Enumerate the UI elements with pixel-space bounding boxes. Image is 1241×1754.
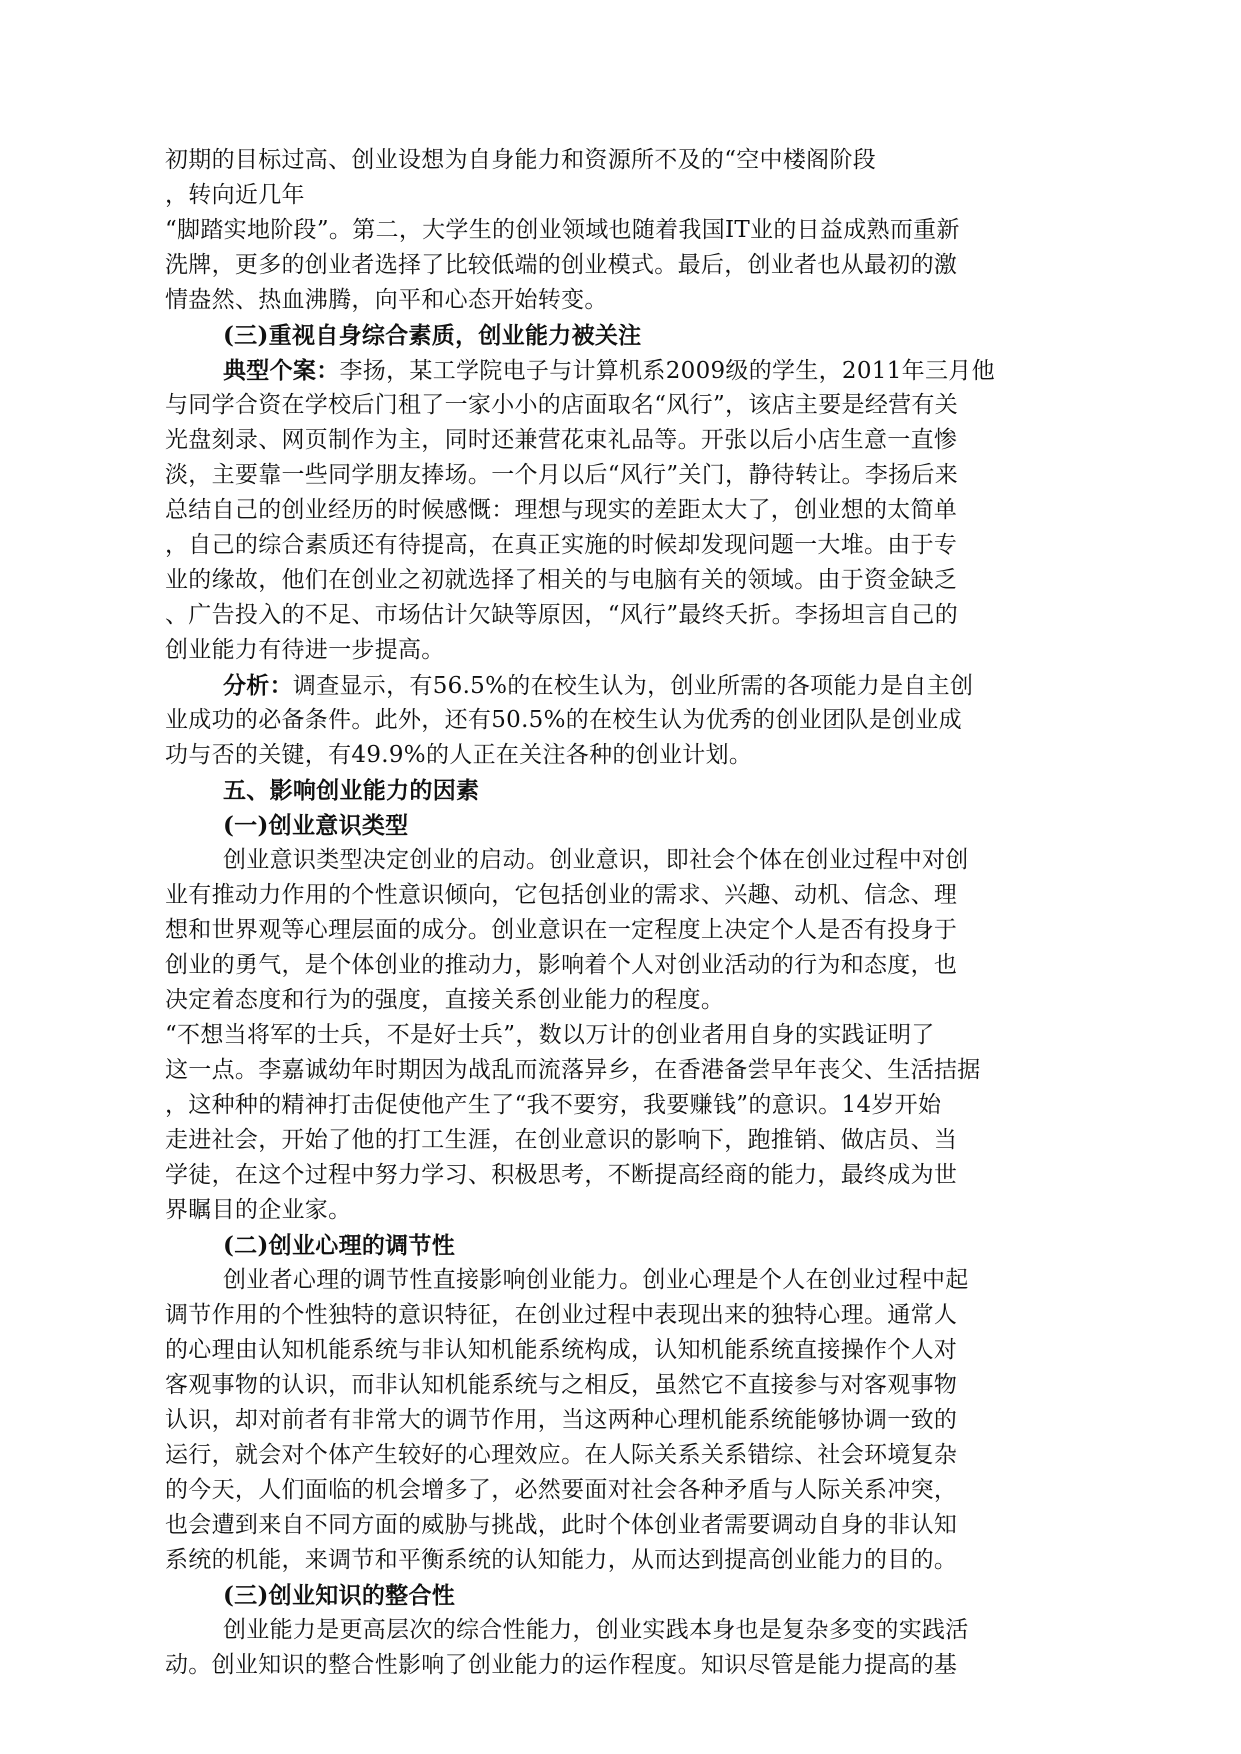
text-line: 决定着态度和行为的强度，直接关系创业能力的程度。 xyxy=(165,987,725,1013)
text-line: 认识，却对前者有非常大的调节作用，当这两种心理机能系统能够协调一致的 xyxy=(165,1407,958,1433)
text-line: 、广告投入的不足、市场估计欠缺等原因，“风行”最终夭折。李扬坦言自己的 xyxy=(165,602,959,628)
text-line: 创业能力是更高层次的综合性能力，创业实践本身也是复杂多变的实践活 xyxy=(223,1617,969,1643)
text-line: 淡，主要靠一些同学朋友捧场。一个月以后“风行”关门，静待转让。李扬后来 xyxy=(165,462,959,488)
text-line xyxy=(165,668,1045,703)
section-heading: (三)创业知识的整合性 xyxy=(223,1582,456,1609)
text-line: 客观事物的认识，而非认知机能系统与之相反，虽然它不直接参与对客观事物 xyxy=(165,1372,958,1398)
text-line: 这一点。李嘉诚幼年时期因为战乱而流落异乡，在香港备尝早年丧父、生活拮据 xyxy=(165,1057,981,1083)
analysis-text: 调查显示，有56.5%的在校生认为，创业所需的各项能力是自主创 xyxy=(292,673,974,699)
text-line: 走进社会，开始了他的打工生涯，在创业意识的影响下，跑推销、做店员、当 xyxy=(165,1127,958,1153)
text-line: ，这种种的精神打击促使他产生了“我不要穷，我要赚钱”的意识。14岁开始 xyxy=(165,1092,942,1118)
text-line: 业有推动力作用的个性意识倾向，它包括创业的需求、兴趣、动机、信念、理 xyxy=(165,882,958,908)
text-line: ，自己的综合素质还有待提高，在真正实施的时候却发现问题一大堆。由于专 xyxy=(165,532,958,558)
document-page xyxy=(165,143,1045,1683)
text-line: 洗牌，更多的创业者选择了比较低端的创业模式。最后，创业者也从最初的激 xyxy=(165,252,958,278)
section-heading: (三)重视自身综合素质，创业能力被关注 xyxy=(223,322,642,349)
text-line: 总结自己的创业经历的时候感慨：理想与现实的差距太大了，创业想的太简单 xyxy=(165,497,958,523)
text-line: 功与否的关键，有49.9%的人正在关注各种的创业计划。 xyxy=(165,742,753,768)
text-line: “不想当将军的士兵，不是好士兵”，数以万计的创业者用自身的实践证明了 xyxy=(165,1022,935,1048)
text-line: 想和世界观等心理层面的成分。创业意识在一定程度上决定个人是否有投身于 xyxy=(165,917,958,943)
text-line: 与同学合资在学校后门租了一家小小的店面取名“风行”，该店主要是经营有关 xyxy=(165,392,959,418)
text-line xyxy=(165,353,1045,388)
case-text: 李扬，某工学院电子与计算机系2009级的学生，2011年三月他 xyxy=(339,358,995,384)
section-heading: (二)创业心理的调节性 xyxy=(223,1232,456,1259)
text-line: 创业者心理的调节性直接影响创业能力。创业心理是个人在创业过程中起 xyxy=(223,1267,969,1293)
text-line: 学徒，在这个过程中努力学习、积极思考，不断提高经商的能力，最终成为世 xyxy=(165,1162,958,1188)
text-line: 的今天，人们面临的机会增多了，必然要面对社会各种矛盾与人际关系冲突， xyxy=(165,1477,958,1503)
section-heading: (一)创业意识类型 xyxy=(223,812,409,839)
text-line: 调节作用的个性独特的意识特征，在创业过程中表现出来的独特心理。通常人 xyxy=(165,1302,958,1328)
text-line: 动。创业知识的整合性影响了创业能力的运作程度。知识尽管是能力提高的基 xyxy=(165,1652,958,1678)
text-line: “脚踏实地阶段”。第二，大学生的创业领域也随着我国IT业的日益成熟而重新 xyxy=(165,217,960,243)
text-line: 初期的目标过高、创业设想为自身能力和资源所不及的“空中楼阁阶段 xyxy=(165,147,877,173)
text-line: 创业意识类型决定创业的启动。创业意识，即社会个体在创业过程中对创 xyxy=(223,847,969,873)
chapter-heading: 五、影响创业能力的因素 xyxy=(223,777,480,804)
analysis-label: 分析： xyxy=(223,672,293,699)
text-line: 系统的机能，来调节和平衡系统的认知能力，从而达到提高创业能力的目的。 xyxy=(165,1547,958,1573)
text-line: 光盘刻录、网页制作为主，同时还兼营花束礼品等。开张以后小店生意一直惨 xyxy=(165,427,958,453)
text-line: 的心理由认知机能系统与非认知机能系统构成，认知机能系统直接操作个人对 xyxy=(165,1337,958,1363)
text-line: 也会遭到来自不同方面的威胁与挑战，此时个体创业者需要调动自身的非认知 xyxy=(165,1512,958,1538)
text-line: 创业能力有待进一步提高。 xyxy=(165,637,445,663)
text-line: 界瞩目的企业家。 xyxy=(165,1197,352,1223)
text-line: 业成功的必备条件。此外，还有50.5%的在校生认为优秀的创业团队是创业成 xyxy=(165,707,962,733)
text-line: 创业的勇气，是个体创业的推动力，影响着个人对创业活动的行为和态度，也 xyxy=(165,952,958,978)
text-line: 业的缘故，他们在创业之初就选择了相关的与电脑有关的领域。由于资金缺乏 xyxy=(165,567,958,593)
case-label: 典型个案： xyxy=(223,357,340,384)
text-line: ，转向近几年 xyxy=(165,182,305,208)
text-line: 运行，就会对个体产生较好的心理效应。在人际关系关系错综、社会环境复杂 xyxy=(165,1442,958,1468)
text-line: 情盎然、热血沸腾，向平和心态开始转变。 xyxy=(165,287,608,313)
